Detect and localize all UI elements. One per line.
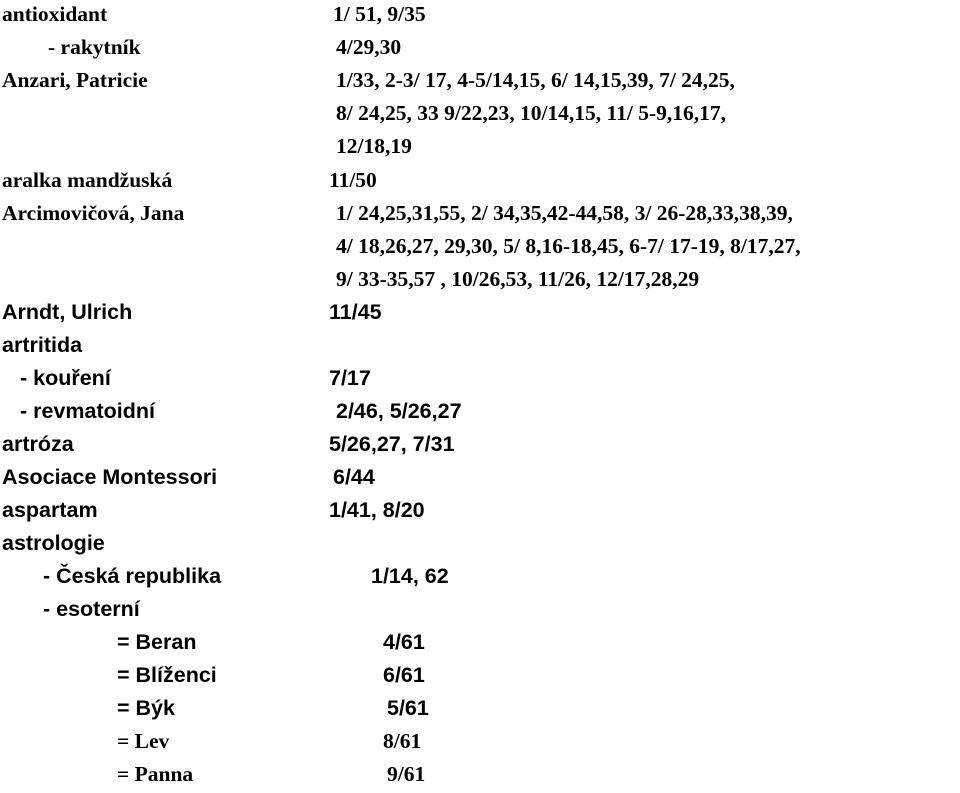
index-refs: 6/44 [333, 465, 375, 489]
index-refs-continued: 9/ 33-35,57 , 10/26,53, 11/26, 12/17,28,29 [336, 267, 700, 291]
index-refs: 1/14, 62 [371, 564, 449, 588]
index-refs-continued: 8/ 24,25, 33 9/22,23, 10/14,15, 11/ 5-9,16,17, [336, 101, 726, 125]
index-subsubterm: = Býk [117, 696, 175, 720]
index-refs: 5/26,27, 7/31 [329, 432, 455, 456]
index-subterm: - Česká republika [43, 564, 222, 588]
index-term: Arndt, Ulrich [2, 300, 133, 324]
index-refs-continued: 12/18,19 [336, 134, 412, 158]
index-subterm: - revmatoidní [20, 399, 155, 423]
index-subterm: - rakytník [48, 35, 141, 59]
index-refs: 5/61 [387, 696, 429, 720]
index-term: artróza [2, 432, 74, 456]
index-term: Arcimovičová, Jana [2, 201, 185, 225]
index-refs: 11/45 [329, 300, 382, 324]
index-term: artritida [2, 333, 83, 357]
index-term: Asociace Montessori [2, 465, 218, 489]
index-refs-continued: 4/ 18,26,27, 29,30, 5/ 8,16-18,45, 6-7/ 17-19, 8/17,27, [336, 234, 801, 258]
index-refs: 1/33, 2-3/ 17, 4-5/14,15, 6/ 14,15,39, 7/ 24,25, [336, 68, 735, 92]
index-term: antioxidant [2, 2, 108, 26]
index-refs: 4/61 [383, 630, 425, 654]
index-refs: 4/29,30 [336, 35, 402, 59]
index-refs: 7/17 [329, 366, 371, 390]
index-subterm: - kouření [20, 366, 111, 390]
index-subterm: - esoterní [43, 597, 140, 621]
index-subsubterm: = Beran [117, 630, 197, 654]
index-refs: 8/61 [383, 729, 422, 753]
index-term: aspartam [2, 498, 98, 522]
index-subsubterm: = Panna [117, 762, 194, 786]
index-term: Anzari, Patricie [2, 68, 148, 92]
index-refs: 2/46, 5/26,27 [336, 399, 462, 423]
index-term: aralka mandžuská [2, 168, 173, 192]
index-refs: 9/61 [387, 762, 426, 786]
index-refs: 1/ 51, 9/35 [333, 2, 426, 26]
index-term: astrologie [2, 531, 105, 555]
index-subsubterm: = Lev [117, 729, 170, 753]
index-refs: 6/61 [383, 663, 425, 687]
index-subsubterm: = Blíženci [117, 663, 217, 687]
index-refs: 1/41, 8/20 [329, 498, 425, 522]
index-refs: 11/50 [329, 168, 377, 192]
index-refs: 1/ 24,25,31,55, 2/ 34,35,42-44,58, 3/ 26-28,33,38,39, [336, 201, 793, 225]
